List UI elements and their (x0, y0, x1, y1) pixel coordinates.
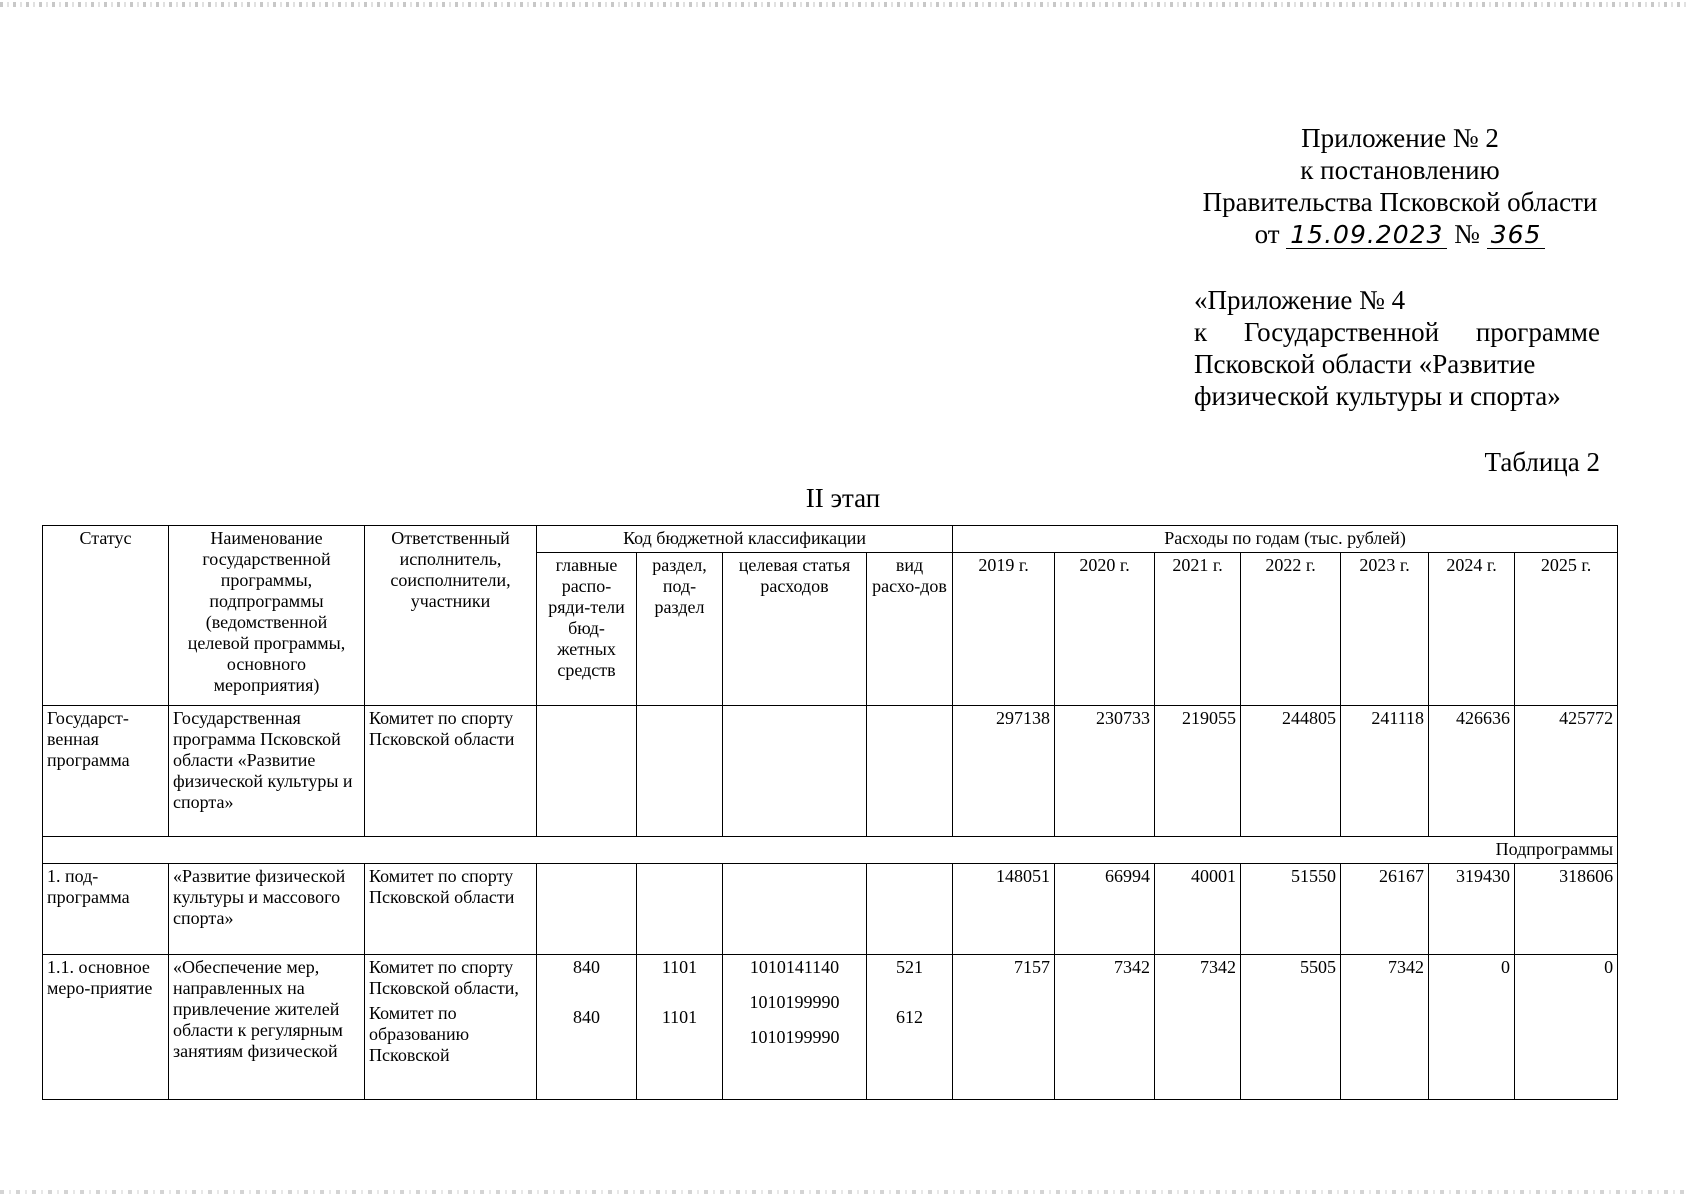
cell-kind (867, 864, 953, 955)
appendix-4-header (1194, 284, 1600, 412)
header-executor: Ответственный исполнитель, соисполнители, участники (365, 526, 537, 706)
appendix-header (1120, 122, 1680, 250)
cell-2023: 241118 (1341, 706, 1429, 837)
budget-table (42, 525, 1618, 1100)
header-section: раздел, под-раздел (637, 553, 723, 706)
appendix-line-2: к постановлению (1300, 155, 1500, 185)
subprograms-heading: Подпрограммы (43, 837, 1618, 864)
cell-target (723, 955, 867, 1100)
section-2: 1101 (661, 1007, 698, 1027)
executor-2: Комитет по образованию Псковской (369, 1003, 470, 1065)
table-row-subprogram-1 (43, 864, 1618, 955)
appendix-line-3: Правительства Псковской области (1202, 187, 1598, 217)
cell-2024: 319430 (1429, 864, 1515, 955)
cell-name: Государственная программа Псковской области «Развитие физической культуры и спорта» (169, 706, 365, 837)
cell-grbs (537, 864, 637, 955)
cell-target (723, 706, 867, 837)
cell-grbs (537, 706, 637, 837)
header-year-2024: 2024 г. (1429, 553, 1515, 706)
table-row-main-event-1-1 (43, 955, 1618, 1100)
cell-section (637, 864, 723, 955)
header-year-2025: 2025 г. (1515, 553, 1618, 706)
cell-2025: 425772 (1515, 706, 1618, 837)
header-target: целевая статья расходов (723, 553, 867, 706)
header-year-2022: 2022 г. (1241, 553, 1341, 706)
cell-name: «Обеспечение мер, направленных на привлечение жителей области к регулярным занятиям физической (169, 955, 365, 1100)
cell-2022: 244805 (1241, 706, 1341, 837)
stage-title: II этап (805, 483, 881, 513)
header-year-2023: 2023 г. (1341, 553, 1429, 706)
appendix-4-last-line: физической культуры и спорта» (1194, 381, 1561, 411)
handwritten-number: 365 (1487, 222, 1546, 249)
target-3: 1010199990 (749, 1027, 840, 1047)
cell-executor (365, 955, 537, 1100)
cell-executor: Комитет по спорту Псковской области (365, 706, 537, 837)
cell-2021: 219055 (1155, 706, 1241, 837)
target-1: 1010141140 (749, 957, 840, 977)
header-row-1 (43, 526, 1618, 553)
grbs-1: 840 (573, 957, 600, 977)
cell-2020: 7342 (1055, 955, 1155, 1100)
cell-section (637, 706, 723, 837)
table-row-state-program (43, 706, 1618, 837)
header-grbs: главные распо-ряди-тели бюд-жетных средств (537, 553, 637, 706)
table-row-subprograms-heading (43, 837, 1618, 864)
cell-target (723, 864, 867, 955)
cell-2022: 5505 (1241, 955, 1341, 1100)
header-name: Наименование государственной программы, подпрограммы (ведомственной целевой программы, основного мероприятия) (169, 526, 365, 706)
date-prefix: от (1254, 219, 1280, 249)
cell-2019: 148051 (953, 864, 1055, 955)
cell-2022: 51550 (1241, 864, 1341, 955)
cell-executor: Комитет по спорту Псковской области (365, 864, 537, 955)
cell-2025: 0 (1515, 955, 1618, 1100)
cell-kind (867, 955, 953, 1100)
number-prefix: № (1454, 219, 1480, 249)
header-expenses: Расходы по годам (тыс. рублей) (953, 526, 1618, 553)
cell-2023: 26167 (1341, 864, 1429, 955)
table-label: Таблица 2 (1484, 447, 1600, 477)
cell-status: 1. под-программа (43, 864, 169, 955)
cell-2021: 7342 (1155, 955, 1241, 1100)
grbs-2: 840 (573, 1007, 600, 1027)
cell-status: 1.1. основное меро-приятие (43, 955, 169, 1100)
target-2: 1010199990 (749, 992, 840, 1012)
appendix-line-1: Приложение № 2 (1301, 123, 1499, 153)
cell-2024: 426636 (1429, 706, 1515, 837)
cell-grbs (537, 955, 637, 1100)
cell-kind (867, 706, 953, 837)
header-year-2020: 2020 г. (1055, 553, 1155, 706)
header-kind: вид расхо-дов (867, 553, 953, 706)
appendix-4-title: «Приложение № 4 (1194, 285, 1406, 315)
cell-2020: 66994 (1055, 864, 1155, 955)
cell-2020: 230733 (1055, 706, 1155, 837)
handwritten-date: 15.09.2023 (1286, 222, 1447, 249)
cell-2025: 318606 (1515, 864, 1618, 955)
section-1: 1101 (661, 957, 698, 977)
appendix-4-body: к Государственной программе Псковской области «Развитие (1194, 317, 1600, 379)
executor-1: Комитет по спорту Псковской области, (369, 957, 519, 998)
cell-2024: 0 (1429, 955, 1515, 1100)
scan-edge-top (0, 2, 1686, 7)
scan-edge-bottom (0, 1190, 1686, 1194)
header-status: Статус (43, 526, 169, 706)
cell-2023: 7342 (1341, 955, 1429, 1100)
cell-section (637, 955, 723, 1100)
cell-2019: 7157 (953, 955, 1055, 1100)
cell-status: Государст-венная программа (43, 706, 169, 837)
cell-name: «Развитие физической культуры и массового спорта» (169, 864, 365, 955)
cell-2021: 40001 (1155, 864, 1241, 955)
header-budget-code: Код бюджетной классификации (537, 526, 953, 553)
kind-1: 521 (896, 957, 924, 977)
cell-2019: 297138 (953, 706, 1055, 837)
header-year-2021: 2021 г. (1155, 553, 1241, 706)
appendix-date-line (1120, 218, 1680, 250)
header-year-2019: 2019 г. (953, 553, 1055, 706)
kind-2: 612 (896, 1007, 924, 1027)
